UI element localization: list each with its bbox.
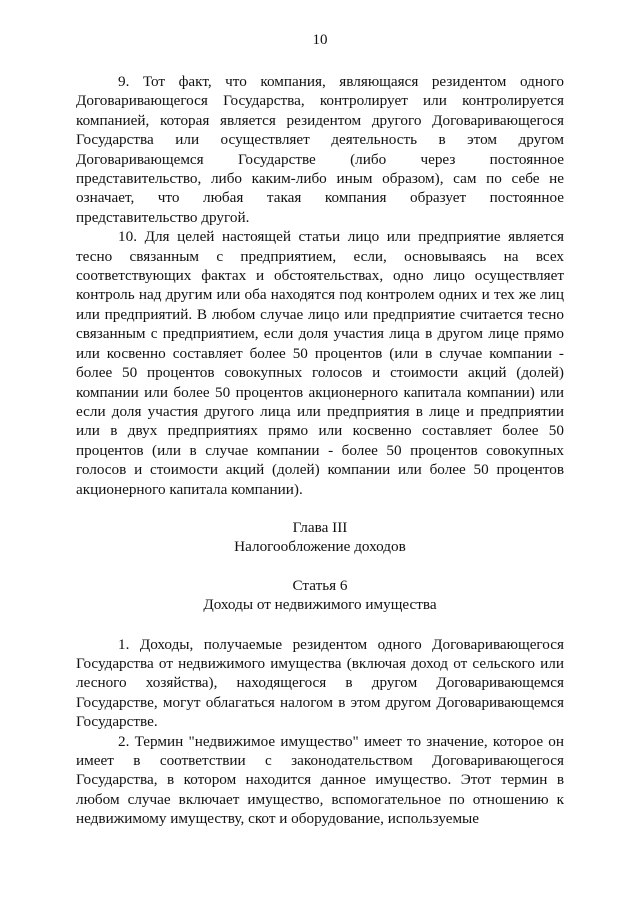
chapter-title: Налогообложение доходов [234, 538, 406, 556]
document-page [76, 30, 564, 829]
paragraph-10: 10. Для целей настоящей статьи лицо или предприятие является тесно связанным с предприятием, если, основываясь на всех соответствующих фактах и обстоятельствах, одно лицо осуществляет контроль над другим или оба находятся под контролем одних и тех же лиц или предприятий. В любом случае лицо или предприятие считается тесно связанным с предприятием, если доля участия лица в другом лице прямо или косвенно составляет более 50 процентов (или в случае компании - более 50 процентов совокупных голосов и стоимости акций (долей) компании или более 50 процентов акционерного капитала компании) или если доля участия другого лица или предприятия в лице и предприятии или в двух предприятиях прямо или косвенно составляет более 50 процентов (или в случае компании - более 50 процентов совокупных голосов и стоимости акций (долей) компании или более 50 процентов акционерного капитала компании). [76, 228, 564, 498]
paragraph-9: 9. Тот факт, что компания, являющаяся резидентом одного Договаривающегося Государства, контролирует или контролируется компанией, которая является резидентом другого Договаривающегося Государства или осуществляет деятельность в этом другом Договаривающемся Государстве (либо через постоянное представительство, либо каким-либо иным образом), сам по себе не означает, что любая такая компания образует постоянное представительство другой. [76, 73, 564, 226]
article-paragraph-2: 2. Термин "недвижимое имущество" имеет то значение, которое он имеет в соответствии с законодательством Договаривающегося Государства, в котором находится данное имущество. Этот термин в любом случае включает имущество, вспомогательное по отношению к недвижимому имуществу, скот и оборудование, используемые [76, 732, 564, 828]
page-number: 10 [312, 32, 328, 48]
chapter-label: Глава III [292, 518, 348, 536]
article-title: Доходы от недвижимого имущества [203, 596, 437, 614]
article-paragraph-1: 1. Доходы, получаемые резидентом одного Договаривающегося Государства от недвижимого имущества (включая доход от сельского или лесного хозяйства), находящегося в другом Договаривающемся Государстве, могут облагаться налогом в этом другом Договаривающемся Государстве. [76, 635, 564, 731]
article-label: Статья 6 [292, 576, 348, 594]
